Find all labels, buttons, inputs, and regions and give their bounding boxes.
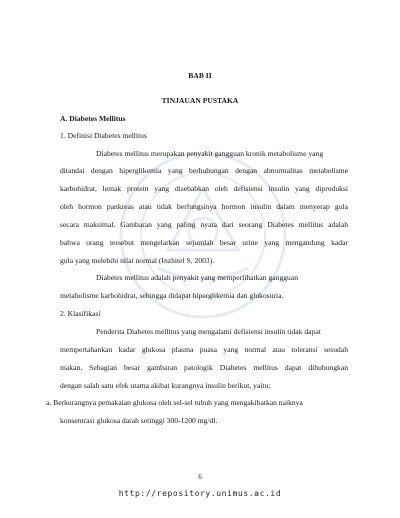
paragraph-line: gula yang melebihi nilai normal (Inzhitel S, 2003).	[60, 256, 215, 265]
repository-url[interactable]: http://repository.unimus.ac.id	[118, 489, 282, 498]
paragraph-line: Penderita Diabetes mellitus yang mengalami defisiensi insulin tidak dapat	[96, 327, 321, 336]
paragraph-line: bahwa orang tersebut mengelarkan sejumlah besar urine yang mengandung kadar	[60, 238, 348, 247]
chapter-title: TINJAUAN PUSTAKA	[161, 96, 239, 105]
list-item: a. Berkurangnya pemakaian glukosa oleh sel-sel tubuh yang mengakibatkan naiknya	[46, 398, 303, 407]
paragraph-line: dengan salah satu efek utama akibat kurangnya insulin berikut, yaitu:	[60, 381, 271, 390]
paragraph-line: karbohidrat, lemak protein yang disebabkan oleh defisiensi insulin yang diproduksi	[60, 184, 348, 193]
paragraph-line: oleh hormon pankreas atau tidak berfungsinya hormon insulin dalam menyerap gula	[60, 202, 348, 211]
paragraph-line: secara maksimal. Gambaran yang paling nyata dari seorang Diabetes mellitus adalah	[60, 220, 348, 229]
subsection-heading: 2. Klasifikasi	[60, 309, 101, 318]
chapter-number: BAB II	[188, 71, 212, 80]
page-number: 6	[198, 473, 202, 481]
paragraph-line: Diabetes mellitus adalah penyakit yang memperlihatkan gangguan	[96, 273, 299, 282]
list-item-continuation: konsentrasi glukosa darah setinggi 300-1200 mg/dl.	[60, 416, 218, 425]
paragraph-line: ditandai dengan hiperglikemia yang berhubungan dengan abnormalitas metabolisme	[60, 166, 348, 175]
section-heading: A. Diabetes Mellitus	[60, 114, 126, 123]
paragraph-line: makan. Sebagian besar gambaran patologik Diabetes mellitus dapat dihubungkan	[60, 363, 348, 372]
paragraph-line: Diabetes mellitus merupakan penyakit gangguan kronik metabolisme yang	[96, 149, 324, 158]
subsection-heading: 1. Definisi Diabetes mellitus	[60, 131, 147, 140]
paragraph-line: mempertahankan kadar glukosa plasma puasa yang normal atau toleransi sesudah	[60, 345, 348, 354]
paragraph-line: metabolisme karbohidrat, sehingga didapat hiperglikemia dan glukosuria.	[60, 291, 284, 300]
